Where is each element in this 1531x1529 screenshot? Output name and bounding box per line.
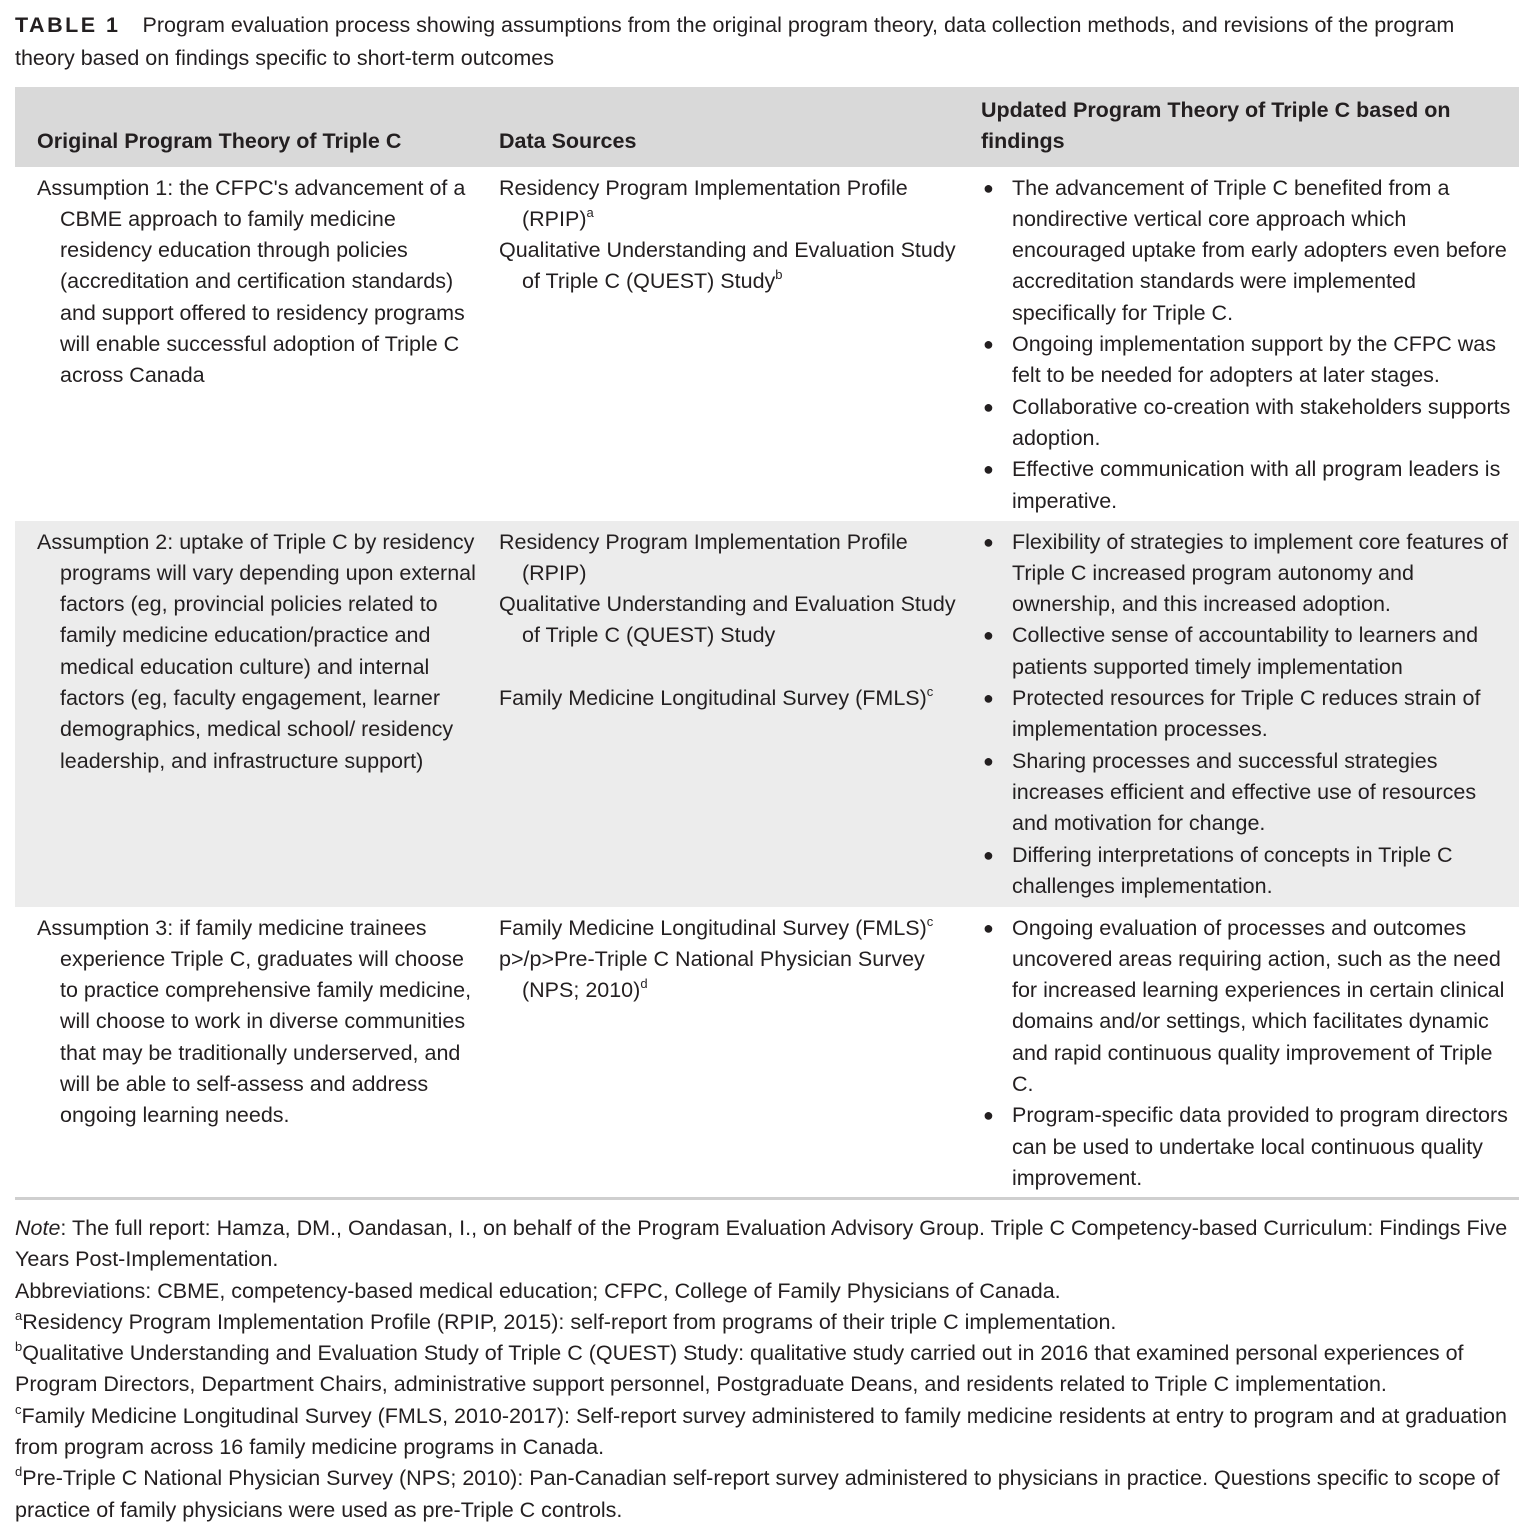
footnote — [15, 1338, 1515, 1401]
data-source-text: Family Medicine Longitudinal Survey (FMLS) — [499, 915, 927, 940]
assumption-cell — [15, 167, 477, 521]
header-data-sources: Data Sources — [499, 129, 637, 154]
list-item — [981, 913, 1519, 1101]
footnote-text: Residency Program Implementation Profile (RPIP, 2015): self-report from programs of their triple C implementation. — [22, 1309, 1117, 1334]
spacer — [499, 652, 959, 683]
footnote-mark: a — [15, 1307, 23, 1323]
footnote-ref: d — [640, 976, 648, 992]
footnote-text: Qualitative Understanding and Evaluation Study of Triple C (QUEST) Study: qualitative study carried out in 2016 that examined personal experiences of Program Directors, Department Chairs, administrative support personnel, Postgraduate Deans, and residents related to Triple C implementation. — [15, 1341, 1464, 1397]
table-header-row — [15, 87, 1519, 167]
findings-cell — [959, 907, 1519, 1199]
bullet-icon: ● — [983, 917, 994, 938]
caption-text: Program evaluation process showing assumptions from the original program theory, data collection methods, and revisions of the program theory based on findings specific to short-term outcomes — [15, 13, 1455, 70]
bullet-icon: ● — [983, 688, 994, 709]
assumption-text: Assumption 2: uptake of Triple C by residency programs will vary depending upon external factors (eg, provincial policies related to family medicine education/practice and medical education culture) and internal factors (eg, faculty engagement, learner demographics, medical school/ residency leadership, and infrastructure support) — [37, 529, 476, 773]
finding-text: Sharing processes and successful strategies increases efficient and effective use of resources and motivation for change. — [1012, 748, 1477, 836]
note-label: Note — [15, 1216, 61, 1240]
finding-text: Program-specific data provided to program directors can be used to undertake local continuous quality improvement. — [1012, 1103, 1508, 1190]
table-row — [15, 521, 1519, 907]
table-caption — [15, 9, 1515, 75]
footnote-ref: a — [586, 204, 594, 220]
bullet-icon: ● — [983, 334, 994, 355]
findings-cell — [959, 521, 1519, 907]
findings-list — [981, 173, 1519, 517]
list-item — [981, 527, 1519, 621]
finding-text: Collective sense of accountability to learners and patients supported timely implementation — [1012, 623, 1479, 679]
footnote-ref: c — [926, 913, 934, 929]
footnote-text: Pre-Triple C National Physician Survey (NPS; 2010): Pan-Canadian self-report survey administered to physicians in practice. Questions specific to scope of practice of family physicians were used as pre-Triple C controls. — [15, 1466, 1500, 1522]
bullet-icon: ● — [983, 531, 994, 552]
list-item — [981, 454, 1519, 517]
bullet-icon: ● — [983, 396, 994, 417]
assumption-cell — [15, 907, 477, 1199]
table-row — [15, 167, 1519, 521]
header-updated-theory: Updated Program Theory of Triple C based on findings — [981, 98, 1451, 154]
list-item — [981, 746, 1519, 840]
header-original-theory: Original Program Theory of Triple C — [37, 129, 402, 154]
findings-list — [981, 913, 1519, 1195]
footnote — [15, 1463, 1515, 1526]
data-source — [499, 235, 959, 298]
table-row — [15, 907, 1519, 1199]
finding-text: Differing interpretations of concepts in Triple C challenges implementation. — [1012, 842, 1453, 898]
finding-text: Effective communication with all program leaders is imperative. — [1012, 457, 1501, 513]
bullet-icon: ● — [983, 844, 994, 865]
list-item — [981, 620, 1519, 683]
list-item — [981, 840, 1519, 903]
footnote-ref: b — [775, 267, 783, 283]
footnote-mark: d — [15, 1464, 23, 1480]
findings-cell — [959, 167, 1519, 521]
list-item — [981, 329, 1519, 392]
table-label: TABLE 1 — [15, 13, 121, 37]
data-source — [499, 683, 959, 714]
finding-text: Ongoing implementation support by the CFPC was felt to be needed for adopters at later stages. — [1012, 332, 1496, 388]
assumption-text: Assumption 3: if family medicine trainees experience Triple C, graduates will choose to practice comprehensive family medicine, will choose to work in diverse communities that may be traditionally underserved, and will be able to self-assess and address ongoing learning needs. — [37, 915, 472, 1128]
sources-cell — [477, 521, 959, 907]
bullet-icon: ● — [983, 625, 994, 646]
list-item — [981, 173, 1519, 329]
finding-text: Ongoing evaluation of processes and outcomes uncovered areas requiring action, such as the need for increased learning experiences in certain clinical domains and/or settings, which facilitates dynamic and rapid continuous quality improvement of Triple C. — [1012, 915, 1505, 1097]
note-paragraph — [15, 1213, 1515, 1276]
abbreviations: Abbreviations: CBME, competency-based medical education; CFPC, College of Family Physicians of Canada. — [15, 1278, 1061, 1303]
data-source — [499, 944, 959, 1007]
footnote-ref: c — [926, 683, 934, 699]
data-source-text: Family Medicine Longitudinal Survey (FMLS) — [499, 685, 927, 710]
footnote — [15, 1401, 1515, 1464]
data-source — [499, 589, 959, 652]
table-notes — [15, 1213, 1515, 1526]
sources-cell — [477, 907, 959, 1199]
footnote-mark: b — [15, 1339, 23, 1355]
data-source-text: Residency Program Implementation Profile (RPIP) — [499, 175, 908, 231]
footnote — [15, 1307, 1515, 1338]
bullet-icon: ● — [983, 177, 994, 198]
finding-text: The advancement of Triple C benefited from a nondirective vertical core approach which encouraged uptake from early adopters even before accreditation standards were implemented specifically for Triple C. — [1012, 175, 1507, 325]
footnote-mark: c — [15, 1401, 22, 1417]
finding-text: Collaborative co-creation with stakeholders supports adoption. — [1012, 394, 1511, 450]
program-evaluation-table — [15, 87, 1519, 1200]
data-source-text: Qualitative Understanding and Evaluation Study of Triple C (QUEST) Study — [499, 592, 956, 648]
bullet-icon: ● — [983, 750, 994, 771]
finding-text: Protected resources for Triple C reduces strain of implementation processes. — [1012, 686, 1481, 742]
data-source — [499, 173, 959, 236]
finding-text: Flexibility of strategies to implement core features of Triple C increased program autonomy and ownership, and this increased adoption. — [1012, 529, 1508, 617]
note-text: : The full report: Hamza, DM., Oandasan, I., on behalf of the Program Evaluation Advisory Group. Triple C Competency-based Curriculum: Findings Five Years Post-Implementation. — [15, 1216, 1508, 1272]
data-source-text: Residency Program Implementation Profile (RPIP) — [499, 529, 908, 585]
bullet-icon: ● — [983, 459, 994, 480]
data-source-text: Qualitative Understanding and Evaluation Study of Triple C (QUEST) Study — [499, 238, 956, 294]
list-item — [981, 392, 1519, 455]
sources-cell — [477, 167, 959, 521]
bullet-icon: ● — [983, 1105, 994, 1126]
data-source — [499, 527, 959, 590]
footnote-text: Family Medicine Longitudinal Survey (FMLS, 2010-2017): Self-report survey administered to family medicine residents at entry to program and at graduation from program across 16 family medicine programs in Canada. — [15, 1403, 1507, 1460]
findings-list — [981, 527, 1519, 903]
data-source — [499, 913, 959, 944]
list-item — [981, 1100, 1519, 1194]
list-item — [981, 683, 1519, 746]
data-source-text: p>/p>Pre-Triple C National Physician Survey (NPS; 2010) — [499, 946, 925, 1003]
assumption-cell — [15, 521, 477, 907]
assumption-text: Assumption 1: the CFPC's advancement of a CBME approach to family medicine residency education through policies (accreditation and certification standards) and support offered to residency programs will enable successful adoption of Triple C across Canada — [37, 175, 466, 388]
